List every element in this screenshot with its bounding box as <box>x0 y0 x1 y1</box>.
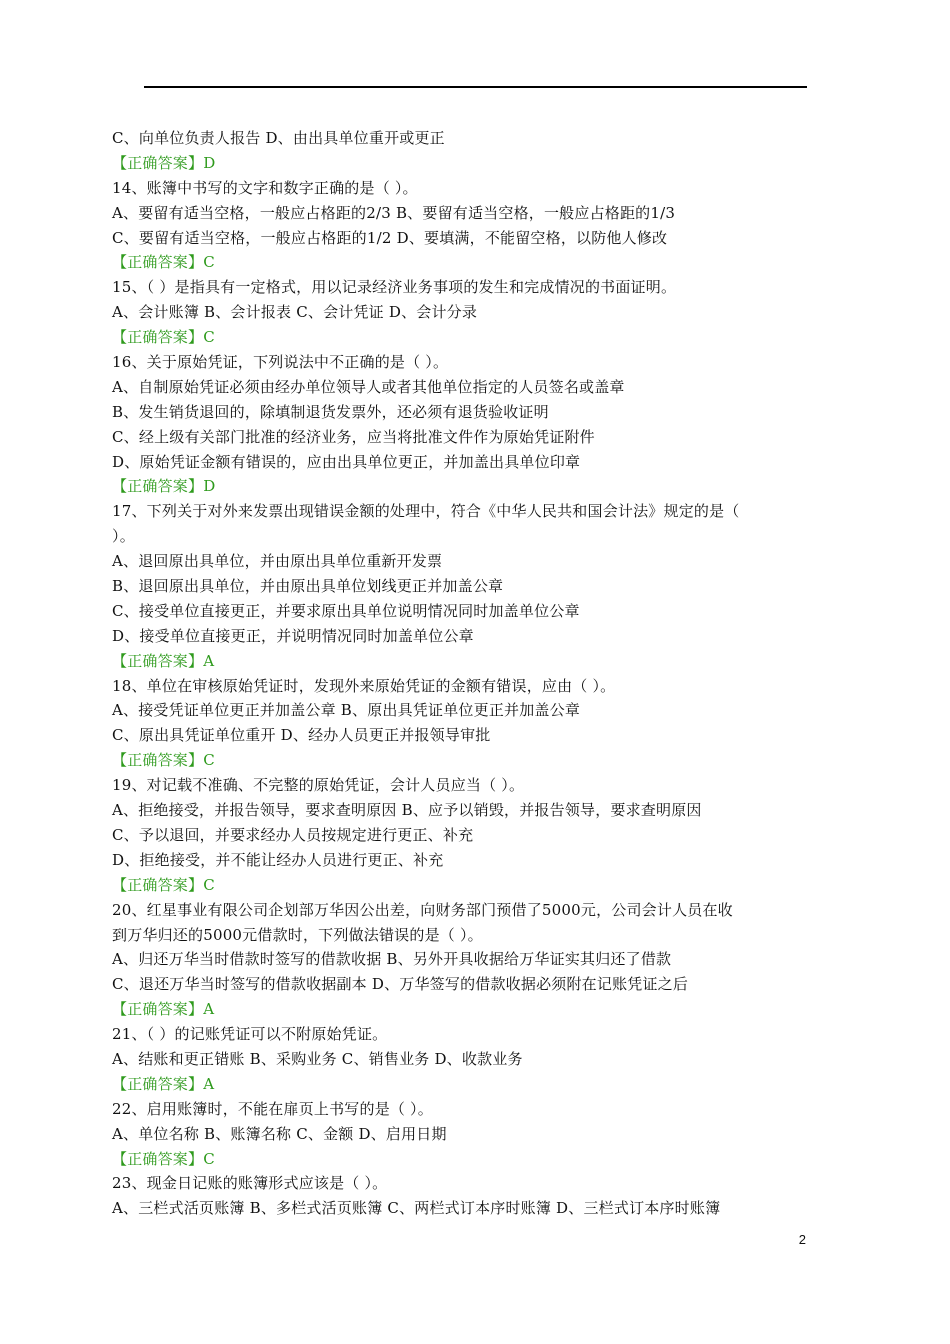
option-line: C、要留有适当空格，一般应占格距的1/2 D、要填满，不能留空格，以防他人修改 <box>112 228 668 247</box>
answer-line: 【正确答案】C <box>112 253 215 272</box>
answer-line: 【正确答案】D <box>112 477 216 496</box>
option-line: A、结账和更正错账 B、采购业务 C、销售业务 D、收款业务 <box>112 1049 523 1068</box>
option-line: C、经上级有关部门批准的经济业务，应当将批准文件作为原始凭证附件 <box>112 427 595 446</box>
option-line: B、发生销货退回的，除填制退货发票外，还必须有退货验收证明 <box>112 402 549 421</box>
question-line: 15、（ ）是指具有一定格式，用以记录经济业务事项的发生和完成情况的书面证明。 <box>112 278 677 297</box>
answer-line: 【正确答案】A <box>112 1074 215 1093</box>
answer-line: 【正确答案】A <box>112 1000 215 1019</box>
page-number: 2 <box>798 1232 806 1247</box>
question-line: 16、关于原始凭证，下列说法中不正确的是（ ）。 <box>112 353 449 372</box>
question-line: 14、账簿中书写的文字和数字正确的是（ ）。 <box>112 178 418 197</box>
option-line: A、单位名称 B、账簿名称 C、金额 D、启用日期 <box>112 1124 447 1143</box>
question-line: 21、（ ）的记账凭证可以不附原始凭证。 <box>112 1025 388 1044</box>
question-line: 20、红星事业有限公司企划部万华因公出差，向财务部门预借了5000元，公司会计人员在收 <box>112 900 733 919</box>
question-line: 到万华归还的5000元借款时，下列做法错误的是（ ）。 <box>112 925 483 944</box>
option-line: B、退回原出具单位，并由原出具单位划线更正并加盖公章 <box>112 577 504 596</box>
option-line: C、接受单位直接更正，并要求原出具单位说明情况同时加盖单位公章 <box>112 601 580 620</box>
option-line: A、三栏式活页账簿 B、多栏式活页账簿 C、两栏式订本序时账簿 D、三栏式订本序时账簿 <box>112 1199 721 1218</box>
question-line: 23、现金日记账的账簿形式应该是（ ）。 <box>112 1174 388 1193</box>
option-line: A、自制原始凭证必须由经办单位领导人或者其他单位指定的人员签名或盖章 <box>112 377 625 396</box>
option-line: C、向单位负责人报告 D、由出具单位重开或更正 <box>112 129 445 147</box>
answer-line: 【正确答案】C <box>112 751 215 770</box>
answer-line: 【正确答案】A <box>112 651 215 670</box>
answer-line: 【正确答案】D <box>112 153 216 172</box>
answer-line: 【正确答案】C <box>112 328 215 347</box>
option-line: A、归还万华当时借款时签写的借款收据 B、另外开具收据给万华证实其归还了借款 <box>112 950 672 969</box>
question-line: 17、下列关于对外来发票出现错误金额的处理中，符合《中华人民共和国会计法》规定的是（ <box>112 502 740 521</box>
question-line: 22、启用账簿时，不能在扉页上书写的是（ ）。 <box>112 1099 433 1118</box>
answer-line: 【正确答案】C <box>112 1149 215 1168</box>
option-line: A、要留有适当空格，一般应占格距的2/3 B、要留有适当空格，一般应占格距的1/3 <box>112 203 676 222</box>
option-line: C、退还万华当时签写的借款收据副本 D、万华签写的借款收据必须附在记账凭证之后 <box>112 975 689 994</box>
option-line: A、会计账簿 B、会计报表 C、会计凭证 D、会计分录 <box>112 303 478 322</box>
question-line: 19、对记载不准确、不完整的原始凭证，会计人员应当（ ）。 <box>112 776 525 795</box>
question-line: 18、单位在审核原始凭证时，发现外来原始凭证的金额有错误，应由（ ）。 <box>112 676 616 695</box>
question-line: ）。 <box>112 527 135 546</box>
option-line: D、接受单位直接更正，并说明情况同时加盖单位公章 <box>112 626 474 645</box>
option-line: C、予以退回，并要求经办人员按规定进行更正、补充 <box>112 825 474 844</box>
answer-line: 【正确答案】C <box>112 875 215 894</box>
option-line: A、接受凭证单位更正并加盖公章 B、原出具凭证单位更正并加盖公章 <box>112 701 581 720</box>
option-line: C、原出具凭证单位重开 D、经办人员更正并报领导审批 <box>112 726 491 745</box>
option-line: D、原始凭证金额有错误的，应由出具单位更正，并加盖出具单位印章 <box>112 452 581 471</box>
option-line: D、拒绝接受，并不能让经办人员进行更正、补充 <box>112 850 444 869</box>
document-body <box>112 126 802 1221</box>
option-line: A、拒绝接受，并报告领导，要求查明原因 B、应予以销毁，并报告领导，要求查明原因 <box>112 801 702 820</box>
option-line: A、退回原出具单位，并由原出具单位重新开发票 <box>112 552 443 571</box>
header-rule <box>144 86 807 88</box>
